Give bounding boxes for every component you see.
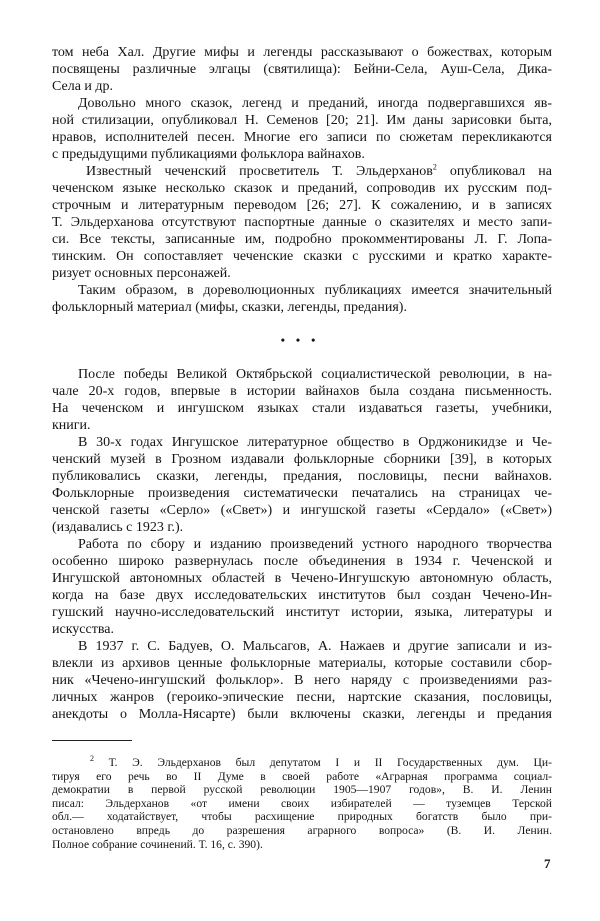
text-line: чале 20-х годов, впервые в истории вайнахов была создана письменность. [52, 384, 552, 399]
footnote-line: тируя его речь во II Думе в своей работе «Аграрная программа социал- [52, 769, 552, 783]
text-span: опубликовал на [449, 164, 553, 179]
text-line: строчным и литературным переводом [26; 27]. К сожалению, и в записях [52, 198, 552, 213]
text-line: анекдоты о Молла-Нясарте) были включены сказки, легенды и предания [52, 707, 552, 722]
text-span: Т. Э. Эльдерханов был депутатом I и II Государственных дум. Ци- [108, 756, 552, 769]
footnote-line: демократии в первой русской революции 1905—1907 годов», В. И. Ленин [52, 783, 552, 797]
footnote-reference[interactable]: 2 [432, 162, 437, 172]
footnote [52, 756, 552, 851]
text-line: нравов, исполнителей песен. Многие его записи по сюжетам перекликаются [52, 130, 552, 145]
section-separator: • • • [280, 333, 320, 347]
text-line: фольклорный материал (мифы, сказки, легенды, предания). [52, 300, 407, 315]
text-line: Довольно много сказок, легенд и преданий, иногда подвергавшихся яв- [78, 96, 552, 111]
text-line: Таким образом, в дореволюционных публикациях имеется значительный [78, 283, 552, 298]
text-line: влекли из архивов ценные фольклорные материалы, которые составили сбор- [52, 656, 552, 671]
footnote-mark: 2 [90, 754, 94, 764]
text-line: Т. Эльдерханова отсутствуют паспортные данные о сказителях и место запи- [52, 215, 552, 230]
text-span: Известный чеченский просветитель Т. Эльдерханов [86, 164, 433, 179]
text-line: Села и др. [52, 79, 114, 94]
section-1-text [52, 44, 552, 316]
text-line: книги. [52, 418, 91, 433]
text-line: когда на базе двух исследовательских институтов был создан Чечено-Ин- [52, 588, 552, 603]
footnote-line: обл.— ходатайствует, чтобы расхищение природных богатств было при- [52, 810, 552, 824]
text-line: Работа по сбору и изданию произведений устного народного творчества [78, 537, 552, 552]
text-line: си. Все тексты, записанные им, подробно прокомментированы Л. Г. Лопа- [52, 232, 552, 247]
section-2-text [52, 366, 552, 723]
footnote-line [52, 756, 552, 770]
text-line: личных жанров (героико-эпические песни, нартские сказания, пословицы, [52, 690, 552, 705]
text-line: с предыдущими публикациями фольклора вайнахов. [52, 147, 365, 162]
text-line: ченский музей в Грозном издавали фольклорные сборники [39], в которых [52, 452, 552, 467]
page-number: 7 [544, 856, 551, 871]
text-line: В 30-х годах Ингушское литературное общество в Орджоникидзе и Че- [78, 435, 552, 450]
text-line: том неба Хал. Другие мифы и легенды рассказывают о божествах, которым [52, 45, 552, 60]
text-line: ченской газеты «Серло» («Свет») и ингушской газеты «Сердало» («Свет») [52, 503, 552, 518]
text-line: На чеченском и ингушском языках стали издаваться газеты, учебники, [52, 401, 552, 416]
text-line: публиковались сказки, легенды, предания, пословицы, песни вайнахов. [52, 469, 552, 484]
footnote-line: писал: Эльдерханов «от имени своих избирателей — туземцев Терской [52, 796, 552, 810]
text-line: Фольклорные произведения систематически печатались на страницах че- [52, 486, 552, 501]
text-line: гушский научно-исследовательский институт истории, языка, литературы и [52, 605, 552, 620]
footnote-divider [52, 740, 132, 741]
text-line: ризует основных персонажей. [52, 266, 231, 281]
text-line: Ингушской автономных областей в Чечено-Ингушскую автономную область, [52, 571, 552, 586]
text-line: В 1937 г. С. Бадуев, О. Мальсагов, А. Нажаев и другие записали и из- [78, 639, 552, 654]
footnote-line: Полное собрание сочинений. Т. 16, с. 390). [52, 837, 263, 851]
text-line: ник «Чечено-ингушский фольклор». В него наряду с произведениями раз- [52, 673, 552, 688]
text-line: тинским. Он сопоставляет чеченские сказки с русскими и кратко характе- [52, 249, 552, 264]
text-line: особенно широко развернулась после объединения в 1934 г. Чеченской и [52, 554, 552, 569]
text-line: После победы Великой Октябрьской социалистической революции, в на- [78, 367, 552, 382]
text-line: ной стилизации, опубликовал Н. Семенов [20; 21]. Им даны зарисовки быта, [52, 113, 552, 128]
footnote-line: остановлено впредь до разрешения аграрного вопроса» (В. И. Ленин. [52, 823, 552, 837]
text-line: чеченском языке несколько сказок и преданий, сопроводив их русским под- [52, 181, 552, 196]
text-line: посвящены различные элгацы (святилища): Бейни-Села, Ауш-Села, Дика- [52, 62, 552, 77]
text-line: (издавались с 1923 г.). [52, 520, 184, 535]
text-line: искусства. [52, 622, 114, 637]
text-line [52, 163, 552, 180]
